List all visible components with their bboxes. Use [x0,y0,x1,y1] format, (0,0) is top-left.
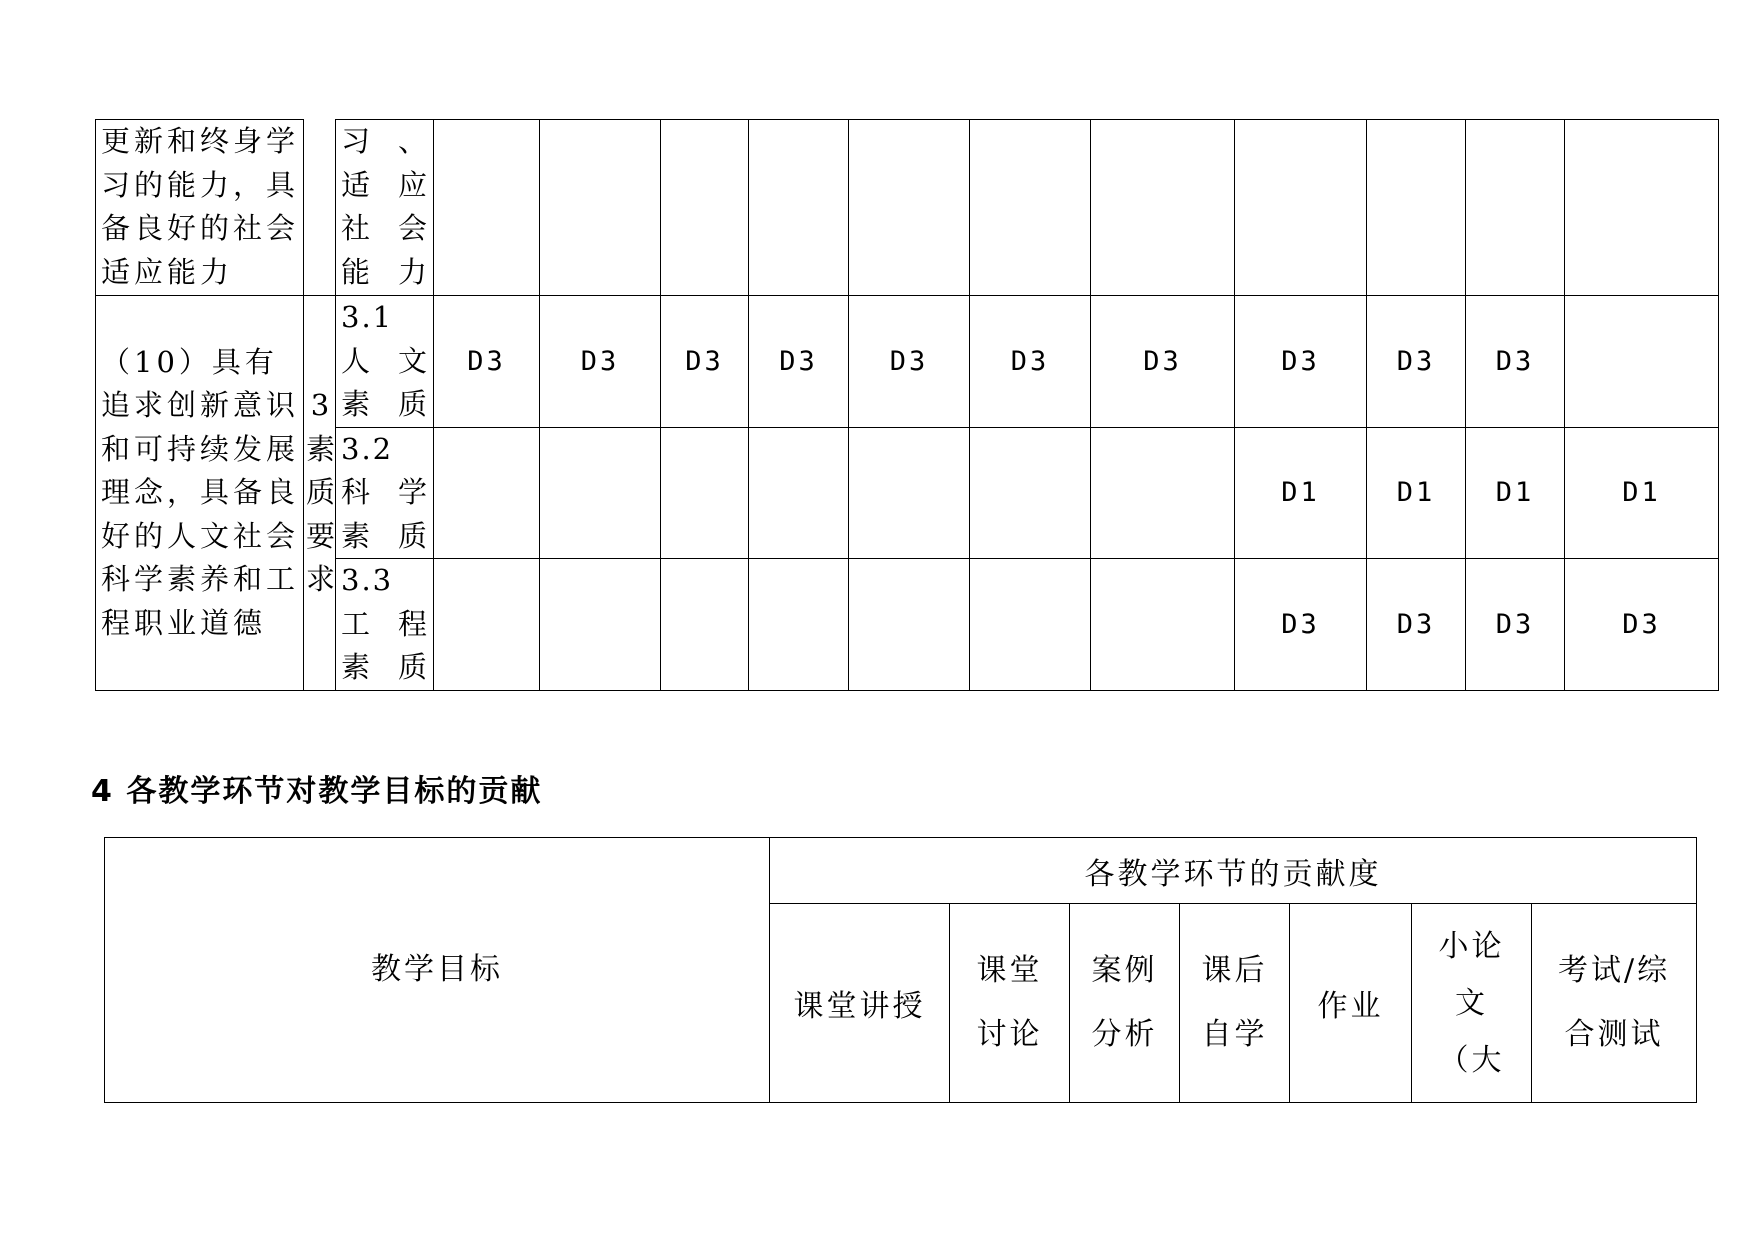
link-header-cell [1412,904,1532,1103]
mark-cell [849,559,970,691]
mark-cell [970,559,1091,691]
link-header-cell [1180,904,1290,1103]
table-row [96,120,1719,296]
link-header: 案例分析 [1091,953,1158,1052]
group-cell-empty [304,120,336,296]
mark-cell: D3 [970,296,1091,428]
table-row [96,427,1719,559]
mark-cell [849,427,970,559]
sub-indicator-text: 习、适应 社会 能力 [341,124,429,289]
mark-cell: D1 [1466,427,1565,559]
objective-header-cell [105,838,770,1103]
mark-cell: D3 [749,296,849,428]
link-header-cell [770,904,950,1103]
contribution-header: 各教学环节的贡献度 [1084,856,1382,892]
mark-cell [1565,120,1719,296]
contribution-header-cell [770,838,1697,904]
link-header: 小论文（大 [1438,928,1505,1078]
sub-indicator-cell [336,296,434,428]
mark-cell: D1 [1565,427,1719,559]
graduation-requirements-table [95,119,1719,691]
sub-indicator-cell [336,559,434,691]
requirement-text: （10）具有追求创新意识和可持续发展理念，具备良好的人文社会科学素养和工程职业道德 [101,344,300,640]
sub-indicator-cell [336,120,434,296]
mark-cell: D3 [1091,296,1235,428]
requirement-cell [96,296,304,691]
mark-cell: D3 [1367,559,1466,691]
link-header-cell [1290,904,1412,1103]
mark-cell [661,559,749,691]
mark-cell [1091,427,1235,559]
sub-indicator-text: 3.1 人文 素质 [341,300,429,421]
mark-cell [434,120,540,296]
mark-cell [970,120,1091,296]
mark-cell: D3 [661,296,749,428]
mark-cell: D1 [1235,427,1367,559]
mark-cell: D3 [1367,296,1466,428]
objective-header: 教学目标 [371,952,503,987]
mark-cell [1091,559,1235,691]
mark-cell [434,559,540,691]
mark-cell: D3 [1565,559,1719,691]
mark-cell: D3 [1466,559,1565,691]
link-header: 课后自学 [1201,953,1268,1052]
link-header: 考试/综合测试 [1557,953,1671,1052]
mark-cell [1091,120,1235,296]
link-header: 课堂讨论 [976,953,1043,1052]
mark-cell [970,427,1091,559]
mark-cell: D3 [1235,296,1367,428]
section-heading: 4 各教学环节对教学目标的贡献 [91,774,543,809]
requirement-cell [96,120,304,296]
mark-cell [749,120,849,296]
group-label: 3素质要求 [306,388,336,596]
sub-indicator-text: 3.2 科学 素质 [341,431,429,553]
mark-cell: D3 [540,296,661,428]
link-header-cell [1070,904,1180,1103]
sub-indicator-text: 3.3 工程 素质 [341,563,429,684]
mark-cell [540,427,661,559]
mark-cell [749,559,849,691]
table-row [96,296,1719,428]
teaching-contribution-table [104,837,1697,1103]
mark-cell [1466,120,1565,296]
mark-cell [749,427,849,559]
link-header-cell [1532,904,1697,1103]
mark-cell [540,559,661,691]
mark-cell: D3 [849,296,970,428]
table-header-row [105,838,1697,904]
link-header: 作业 [1317,989,1384,1024]
table-row [96,559,1719,691]
requirement-text: 更新和终身学习的能力，具备良好的社会适应能力 [101,124,300,289]
mark-cell: D3 [1466,296,1565,428]
mark-cell [434,427,540,559]
link-header: 课堂讲授 [793,989,926,1024]
mark-cell [661,427,749,559]
mark-cell [540,120,661,296]
mark-cell: D3 [434,296,540,428]
group-label-cell [304,296,336,691]
sub-indicator-cell [336,427,434,559]
mark-cell: D1 [1367,427,1466,559]
mark-cell [1235,120,1367,296]
mark-cell: D3 [1235,559,1367,691]
mark-cell [1565,296,1719,428]
mark-cell [849,120,970,296]
mark-cell [1367,120,1466,296]
link-header-cell [950,904,1070,1103]
mark-cell [661,120,749,296]
